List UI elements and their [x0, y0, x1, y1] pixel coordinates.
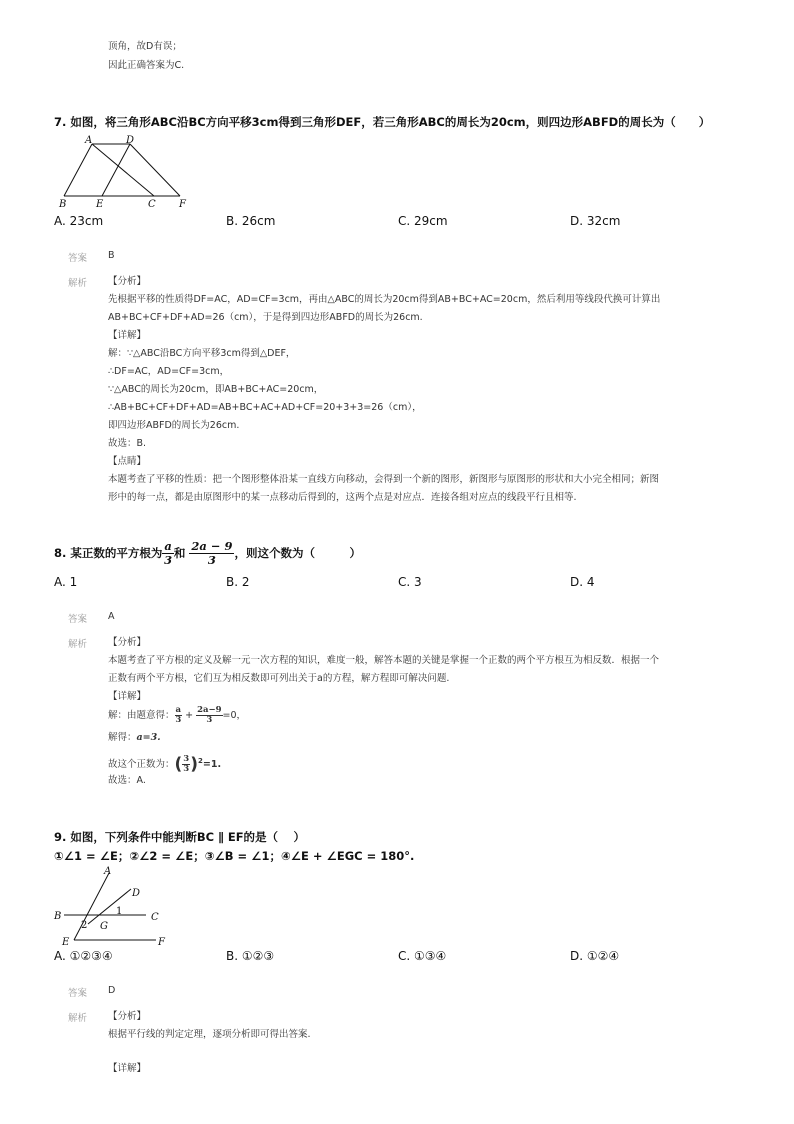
q9-option-b[interactable]: B. ①②③: [226, 949, 275, 963]
q7-option-d[interactable]: D. 32cm: [570, 214, 621, 228]
q8-analysis-line: 正数有两个平方根，它们互为相反数即可列出关于a的方程，解方程即可解决问题.: [108, 673, 450, 684]
q8-step-3-f-den: 3: [183, 764, 190, 775]
q8-step-2: [108, 729, 161, 747]
label-angle-1: 1: [116, 906, 123, 917]
q9-analysis-line: 【分析】: [108, 1011, 147, 1022]
q8-step-1-f2-den: 3: [206, 715, 213, 725]
q7-analysis-line: 先根据平移的性质得DF=AC，AD=CF=3cm，再由△ABC的周长为20cm得到AB+BC+AC=20cm，然后利用等线段代换可计算出: [108, 294, 661, 305]
q8-analysis-line: 【详解】: [108, 691, 147, 702]
q7-analysis-line: ∵△ABC的周长为20cm，即AB+BC+AC=20cm，: [108, 384, 324, 395]
q9-option-a[interactable]: A. ①②③④: [54, 949, 113, 963]
label-a: A: [85, 135, 93, 146]
q7-analysis-line: 【详解】: [108, 330, 147, 341]
q8-step-3-suffix: =1.: [202, 759, 222, 771]
q9-answer: D: [108, 985, 116, 996]
label-b: B: [54, 911, 62, 922]
q8-fraction-2: [189, 540, 234, 567]
q7-analysis-line: 故选：B.: [108, 438, 147, 449]
segment-ab: [64, 144, 92, 196]
paren-right: ): [190, 754, 198, 775]
segment-df: [130, 144, 180, 196]
q8-step-1-fraction-2: [196, 706, 222, 725]
q9-stem: 9. 如图，下列条件中能判断BC ∥ EF的是（ ）: [54, 830, 306, 844]
q8-step-1-plus: +: [185, 710, 194, 721]
q9-option-c[interactable]: C. ①③④: [398, 949, 447, 963]
label-d: D: [126, 135, 135, 146]
q7-option-c[interactable]: C. 29cm: [398, 214, 448, 228]
q9-option-d[interactable]: D. ①②④: [570, 949, 620, 963]
q7-answer-label: 答案: [68, 253, 88, 264]
q9-answer-label: 答案: [68, 988, 88, 999]
continuation-line-1: 顶角，故D有误；: [108, 41, 182, 52]
q8-fraction-1-den: 3: [164, 553, 173, 567]
q8-option-c[interactable]: C. 3: [398, 575, 422, 589]
q8-step-1-suffix: =0，: [222, 710, 247, 721]
q8-analysis: [108, 634, 659, 706]
q8-conclusion: 故选：A.: [108, 775, 146, 786]
q8-step-1-f2-num: 2a−9: [197, 705, 222, 715]
q8-step-2-expr: a=3.: [136, 732, 161, 743]
label-b: B: [59, 199, 67, 209]
q9-analysis-line: 根据平行线的判定定理，逐项分析即可得出答案.: [108, 1029, 311, 1040]
q8-step-1-f1-num: a: [175, 705, 182, 715]
q8-stem-prefix: 8. 某正数的平方根为: [54, 546, 163, 560]
q7-analysis: [108, 273, 660, 507]
q7-analysis-line: 本题考查了平移的性质：把一个图形整体沿某一直线方向移动，会得到一个新的图形，新图形与原图形的形状和大小完全相同；新图: [108, 474, 660, 485]
q7-analysis-line: 【分析】: [108, 276, 147, 287]
q7-analysis-line: AB+BC+CF+DF+AD=26（cm），于是得到四边形ABFD的周长为26cm.: [108, 312, 423, 323]
q9-conditions: ①∠1 = ∠E；②∠2 = ∠E；③∠B = ∠1；④∠E + ∠EGC = 180°.: [54, 849, 415, 863]
q7-option-a[interactable]: A. 23cm: [54, 214, 104, 228]
q8-analysis-line: 本题考查了平方根的定义及解一元一次方程的知识，难度一般，解答本题的关键是掌握一个正数的两个平方根互为相反数．根据一个: [108, 655, 660, 666]
q9-analysis-line: 【详解】: [108, 1063, 147, 1074]
q8-answer: A: [108, 611, 115, 622]
q8-option-a[interactable]: A. 1: [54, 575, 78, 589]
q8-step-1-f1-den: 3: [175, 715, 182, 725]
q7-analysis-line: 【点睛】: [108, 456, 147, 467]
label-g: G: [100, 921, 108, 932]
line-dg: [88, 889, 131, 924]
q8-analysis-label: 解析: [68, 639, 88, 650]
segment-ac: [92, 144, 154, 196]
paren-left: (: [174, 754, 183, 775]
q7-option-b[interactable]: B. 26cm: [226, 214, 276, 228]
q8-step-1-prefix: 解：由题意得：: [108, 710, 175, 721]
q7-figure: [55, 133, 195, 209]
q8-fraction-2-num: 2a − 9: [191, 539, 233, 553]
label-c: C: [148, 199, 156, 209]
q8-stem-suffix: ，则这个数为（ ）: [234, 546, 361, 560]
q8-option-b[interactable]: B. 2: [226, 575, 250, 589]
label-e: E: [96, 199, 104, 209]
q8-step-3-exponent: 2: [198, 757, 203, 765]
q8-option-d[interactable]: D. 4: [570, 575, 595, 589]
q8-step-2-prefix: 解得：: [108, 732, 137, 743]
q8-step-1-fraction-1: [175, 706, 183, 725]
label-a: A: [104, 866, 112, 877]
q8-step-3-prefix: 故这个正数为：: [108, 759, 175, 771]
q7-analysis-line: 形中的每一点，都是由原图形中的某一点移动后得到的，这两个点是对应点．连接各组对应点的线段平行且相等.: [108, 492, 577, 503]
q7-analysis-line: 解：∵△ABC沿BC方向平移3cm得到△DEF，: [108, 348, 296, 359]
label-f: F: [179, 199, 186, 209]
q7-answer: B: [108, 250, 115, 261]
q7-stem: 7. 如图，将三角形ABC沿BC方向平移3cm得到三角形DEF，若三角形ABC的周长为20cm，则四边形ABFD的周长为（ ）: [54, 115, 711, 129]
q8-step-3-f-num: 3: [183, 754, 190, 765]
q8-fraction-1: [162, 540, 173, 567]
segment-de: [102, 144, 130, 196]
q7-analysis-line: ∴DF=AC，AD=CF=3cm，: [108, 366, 230, 377]
label-angle-2: 2: [81, 920, 88, 931]
q8-fraction-2-den: 3: [207, 553, 216, 567]
q8-stem-mid: 和: [173, 546, 186, 560]
label-d: D: [132, 888, 141, 899]
label-c: C: [151, 912, 159, 923]
q9-figure: [50, 862, 180, 950]
q7-analysis-line: ∴AB+BC+CF+DF+AD=AB+BC+AC+AD+CF=20+3+3=26（cm），: [108, 402, 422, 413]
q8-fraction-1-num: a: [164, 539, 172, 553]
q8-analysis-line: 【分析】: [108, 637, 147, 648]
continuation-line-2: 因此正确答案为C.: [108, 60, 185, 71]
q7-analysis-label: 解析: [68, 278, 88, 289]
q8-answer-label: 答案: [68, 614, 88, 625]
q9-analysis-label: 解析: [68, 1013, 88, 1024]
q8-stem: [54, 540, 361, 567]
label-e: E: [62, 937, 70, 948]
label-f: F: [158, 937, 165, 948]
q8-step-1: [108, 705, 246, 727]
q7-analysis-line: 即四边形ABFD的周长为26cm.: [108, 420, 240, 431]
